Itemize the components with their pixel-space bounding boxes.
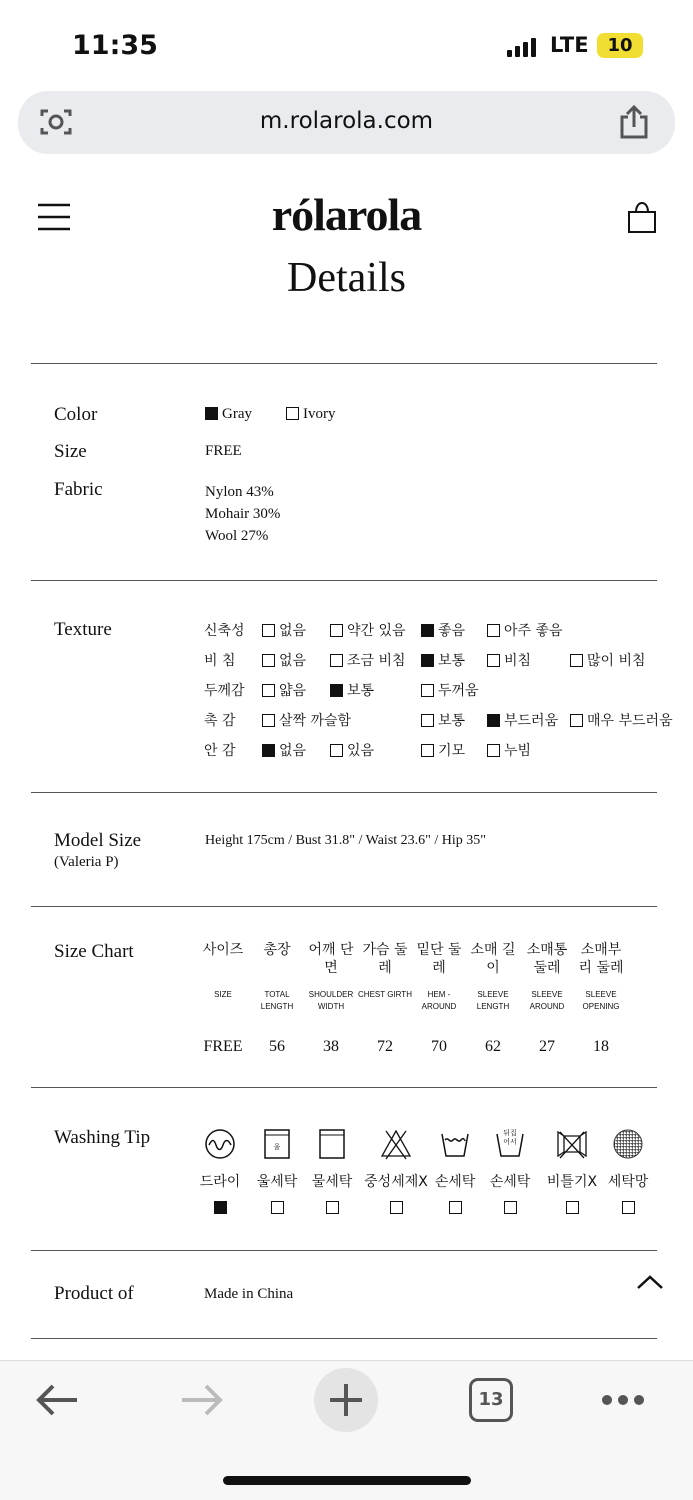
washing-tip-label: 드라이 — [199, 1174, 241, 1190]
checkbox-unchecked — [271, 1201, 284, 1214]
new-tab-button[interactable] — [314, 1368, 378, 1432]
option-label: 보통 — [438, 713, 466, 729]
size-chart-value: 27 — [539, 1038, 555, 1055]
texture-option — [421, 680, 479, 700]
washing-tip-label: 울세탁 — [256, 1174, 298, 1190]
battery-icon: 10 — [597, 33, 643, 58]
washing-checkbox — [480, 1197, 540, 1213]
checkbox-unchecked — [570, 654, 583, 667]
washing-tip-label: 손세탁 — [489, 1174, 531, 1190]
option-label: 누빔 — [504, 743, 532, 759]
texture-option — [330, 650, 406, 670]
washing-checkbox — [425, 1197, 485, 1213]
texture-option — [421, 740, 465, 760]
texture-option — [330, 740, 374, 760]
size-chart-header-en: SHOULDER WIDTH — [308, 990, 354, 1011]
size-chart-header-kr: 소매 길이 — [470, 942, 516, 976]
divider — [31, 792, 657, 793]
icon-inner — [316, 1128, 348, 1162]
checkbox-unchecked — [262, 654, 275, 667]
texture-option — [262, 680, 306, 700]
texture-option — [262, 710, 351, 730]
texture-row-label: 촉 감 — [204, 713, 236, 729]
checkbox-unchecked — [622, 1201, 635, 1214]
icon-inner — [439, 1128, 471, 1162]
size-chart-header-kr: 사이즈 — [202, 942, 244, 958]
washing-checkbox — [247, 1197, 307, 1213]
texture-option — [570, 710, 673, 730]
divider — [31, 906, 657, 907]
washing-checkbox — [542, 1197, 602, 1213]
checkbox-checked — [330, 684, 343, 697]
size-chart-value: 56 — [269, 1038, 285, 1055]
texture-option — [421, 650, 465, 670]
chevron-up-icon[interactable] — [636, 1274, 664, 1290]
option-label: 있음 — [347, 743, 375, 759]
color-name: Gray — [222, 406, 252, 422]
signal-icon — [507, 38, 536, 57]
texture-option — [262, 620, 306, 640]
size-chart-header-en: SIZE — [214, 990, 232, 999]
texture-option — [330, 620, 406, 640]
checkbox-unchecked — [449, 1201, 462, 1214]
fabric-item: Wool 27% — [205, 528, 269, 544]
option-label: 많이 비침 — [587, 653, 646, 669]
network-type: LTE — [550, 33, 589, 57]
checkbox-unchecked — [330, 654, 343, 667]
url-text[interactable]: m.rolarola.com — [259, 108, 434, 134]
option-label: 좋음 — [438, 623, 466, 639]
divider — [31, 1250, 657, 1251]
option-label: 매우 부드러움 — [587, 713, 673, 729]
washing-tip-label: 비틀기X — [546, 1174, 598, 1190]
dry-clean-icon — [190, 1128, 250, 1162]
checkbox-checked — [421, 624, 434, 637]
tabs-button[interactable]: 13 — [469, 1378, 513, 1422]
checkbox-unchecked — [487, 654, 500, 667]
checkbox-unchecked — [262, 714, 275, 727]
status-time: 11:35 — [72, 30, 158, 61]
checkbox-unchecked — [421, 714, 434, 727]
checkbox-checked — [487, 714, 500, 727]
water-wash-icon — [302, 1128, 362, 1162]
size-chart-value: 70 — [431, 1038, 447, 1055]
icon-inner — [261, 1128, 293, 1162]
icon-inner — [556, 1128, 588, 1162]
icon-inner — [612, 1128, 644, 1162]
model-name: (Valeria P) — [54, 854, 119, 870]
texture-row-label: 신축성 — [204, 623, 245, 639]
laundry-net-icon — [598, 1128, 658, 1162]
checkbox-unchecked — [487, 744, 500, 757]
option-label: 두꺼움 — [438, 683, 479, 699]
checkbox-checked — [262, 744, 275, 757]
size-value: FREE — [205, 443, 242, 459]
fabric-label: Fabric — [54, 479, 103, 500]
washing-tip-label: 손세탁 — [434, 1174, 476, 1190]
option-label: 없음 — [279, 743, 307, 759]
texture-row-label: 두께감 — [204, 683, 245, 699]
product-of-label: Product of — [54, 1283, 134, 1304]
checkbox-unchecked — [421, 744, 434, 757]
texture-option — [262, 650, 306, 670]
checkbox-checked — [205, 407, 218, 420]
checkbox-unchecked — [566, 1201, 579, 1214]
texture-option — [421, 710, 465, 730]
size-chart-header-kr: 소매부리 둘레 — [578, 942, 624, 976]
forward-icon[interactable] — [180, 1384, 224, 1416]
icon-inner — [494, 1128, 526, 1162]
fabric-item: Nylon 43% — [205, 484, 274, 500]
divider — [31, 580, 657, 581]
texture-row-label: 비 침 — [204, 653, 236, 669]
texture-option — [330, 680, 374, 700]
divider — [31, 1087, 657, 1088]
size-chart-header-en: SLEEVE LENGTH — [476, 990, 510, 1011]
size-chart-header-kr: 가슴 둘레 — [362, 942, 408, 976]
checkbox-unchecked — [330, 624, 343, 637]
texture-option — [487, 650, 531, 670]
texture-option — [262, 740, 306, 760]
texture-option — [421, 620, 465, 640]
model-measurements: Height 175cm / Bust 31.8" / Waist 23.6" / Hip 35" — [205, 833, 486, 848]
model-size-label: Model Size — [54, 830, 142, 851]
size-chart-value: 18 — [593, 1038, 609, 1055]
checkbox-unchecked — [326, 1201, 339, 1214]
fabric-list — [205, 481, 280, 547]
no-wring-icon — [542, 1128, 602, 1162]
checkbox-unchecked — [487, 624, 500, 637]
size-chart-header-en: HEM -AROUND — [421, 990, 457, 1011]
size-chart-value: 38 — [323, 1038, 339, 1055]
checkbox-unchecked — [330, 744, 343, 757]
shopping-bag-icon[interactable] — [627, 200, 657, 234]
color-option-ivory — [286, 406, 336, 423]
size-chart-header-en: CHEST GIRTH — [358, 990, 412, 999]
size-chart-header-kr: 소매통 둘레 — [526, 942, 568, 976]
size-chart-header-kr: 어깨 단면 — [308, 942, 354, 976]
plus-icon — [314, 1368, 378, 1432]
size-label: Size — [54, 441, 87, 462]
option-label: 부드러움 — [504, 713, 559, 729]
option-label: 약간 있음 — [347, 623, 406, 639]
checkbox-unchecked — [504, 1201, 517, 1214]
option-label: 보통 — [438, 653, 466, 669]
option-label: 기모 — [438, 743, 466, 759]
icon-mark-text: 뒤집어서 — [503, 1129, 517, 1146]
checkbox-checked — [421, 654, 434, 667]
origin-value: Made in China — [204, 1286, 294, 1302]
divider — [31, 1338, 657, 1339]
hand-wash-inside-out-icon — [480, 1128, 540, 1162]
fabric-item: Mohair 30% — [205, 506, 281, 522]
texture-row-label: 안 감 — [204, 743, 236, 759]
washing-tip-label: 물세탁 — [311, 1174, 353, 1190]
washing-checkbox — [598, 1197, 658, 1213]
checkbox-unchecked — [286, 407, 299, 420]
size-chart-value: FREE — [203, 1038, 243, 1055]
size-chart-header-en: SLEEVE OPENING — [582, 990, 620, 1011]
home-indicator — [223, 1476, 471, 1485]
color-option-gray — [205, 406, 252, 423]
size-chart-label: Size Chart — [54, 941, 134, 962]
texture-option — [570, 650, 646, 670]
washing-checkbox — [190, 1197, 250, 1213]
washing-tip-label: 중성세제X — [364, 1174, 428, 1190]
size-chart-value: 62 — [485, 1038, 501, 1055]
washing-tip-label: 세탁망 — [607, 1174, 649, 1190]
icon-mark-text: 울 — [273, 1143, 281, 1151]
option-label: 얇음 — [279, 683, 307, 699]
texture-option — [487, 740, 531, 760]
size-chart-header-en: SLEEVE AROUND — [529, 990, 565, 1011]
hand-wash-icon — [425, 1128, 485, 1162]
checkbox-unchecked — [421, 684, 434, 697]
color-label: Color — [54, 404, 98, 425]
more-icon[interactable] — [600, 1393, 646, 1407]
texture-label: Texture — [54, 619, 112, 640]
color-name: Ivory — [303, 406, 336, 422]
wool-wash-icon — [247, 1128, 307, 1162]
checkbox-unchecked — [262, 684, 275, 697]
size-chart-header-en: TOTAL LENGTH — [260, 990, 294, 1011]
checkbox-unchecked — [390, 1201, 403, 1214]
checkbox-unchecked — [570, 714, 583, 727]
icon-inner — [204, 1128, 236, 1162]
size-chart-header-kr: 총장 — [263, 942, 291, 958]
back-icon[interactable] — [35, 1384, 79, 1416]
no-neutral-detergent-icon — [366, 1128, 426, 1162]
washing-tip-label: Washing Tip — [54, 1127, 151, 1148]
share-icon[interactable] — [618, 104, 650, 140]
texture-option — [487, 620, 563, 640]
option-label: 아주 좋음 — [504, 623, 563, 639]
washing-checkbox — [302, 1197, 362, 1213]
size-chart-value: 72 — [377, 1038, 393, 1055]
option-label: 살짝 까슬함 — [279, 713, 352, 729]
divider — [31, 363, 657, 364]
option-label: 없음 — [279, 623, 307, 639]
page-title: Details — [287, 255, 406, 301]
washing-checkbox — [366, 1197, 426, 1213]
size-chart-header-kr: 밑단 둘레 — [416, 942, 462, 976]
option-label: 보통 — [347, 683, 375, 699]
checkbox-checked — [214, 1201, 227, 1214]
logo[interactable]: rólarola — [271, 189, 422, 240]
texture-option — [487, 710, 558, 730]
option-label: 조금 비침 — [347, 653, 406, 669]
checkbox-unchecked — [262, 624, 275, 637]
option-label: 비침 — [504, 653, 532, 669]
option-label: 없음 — [279, 653, 307, 669]
icon-inner — [380, 1128, 412, 1162]
